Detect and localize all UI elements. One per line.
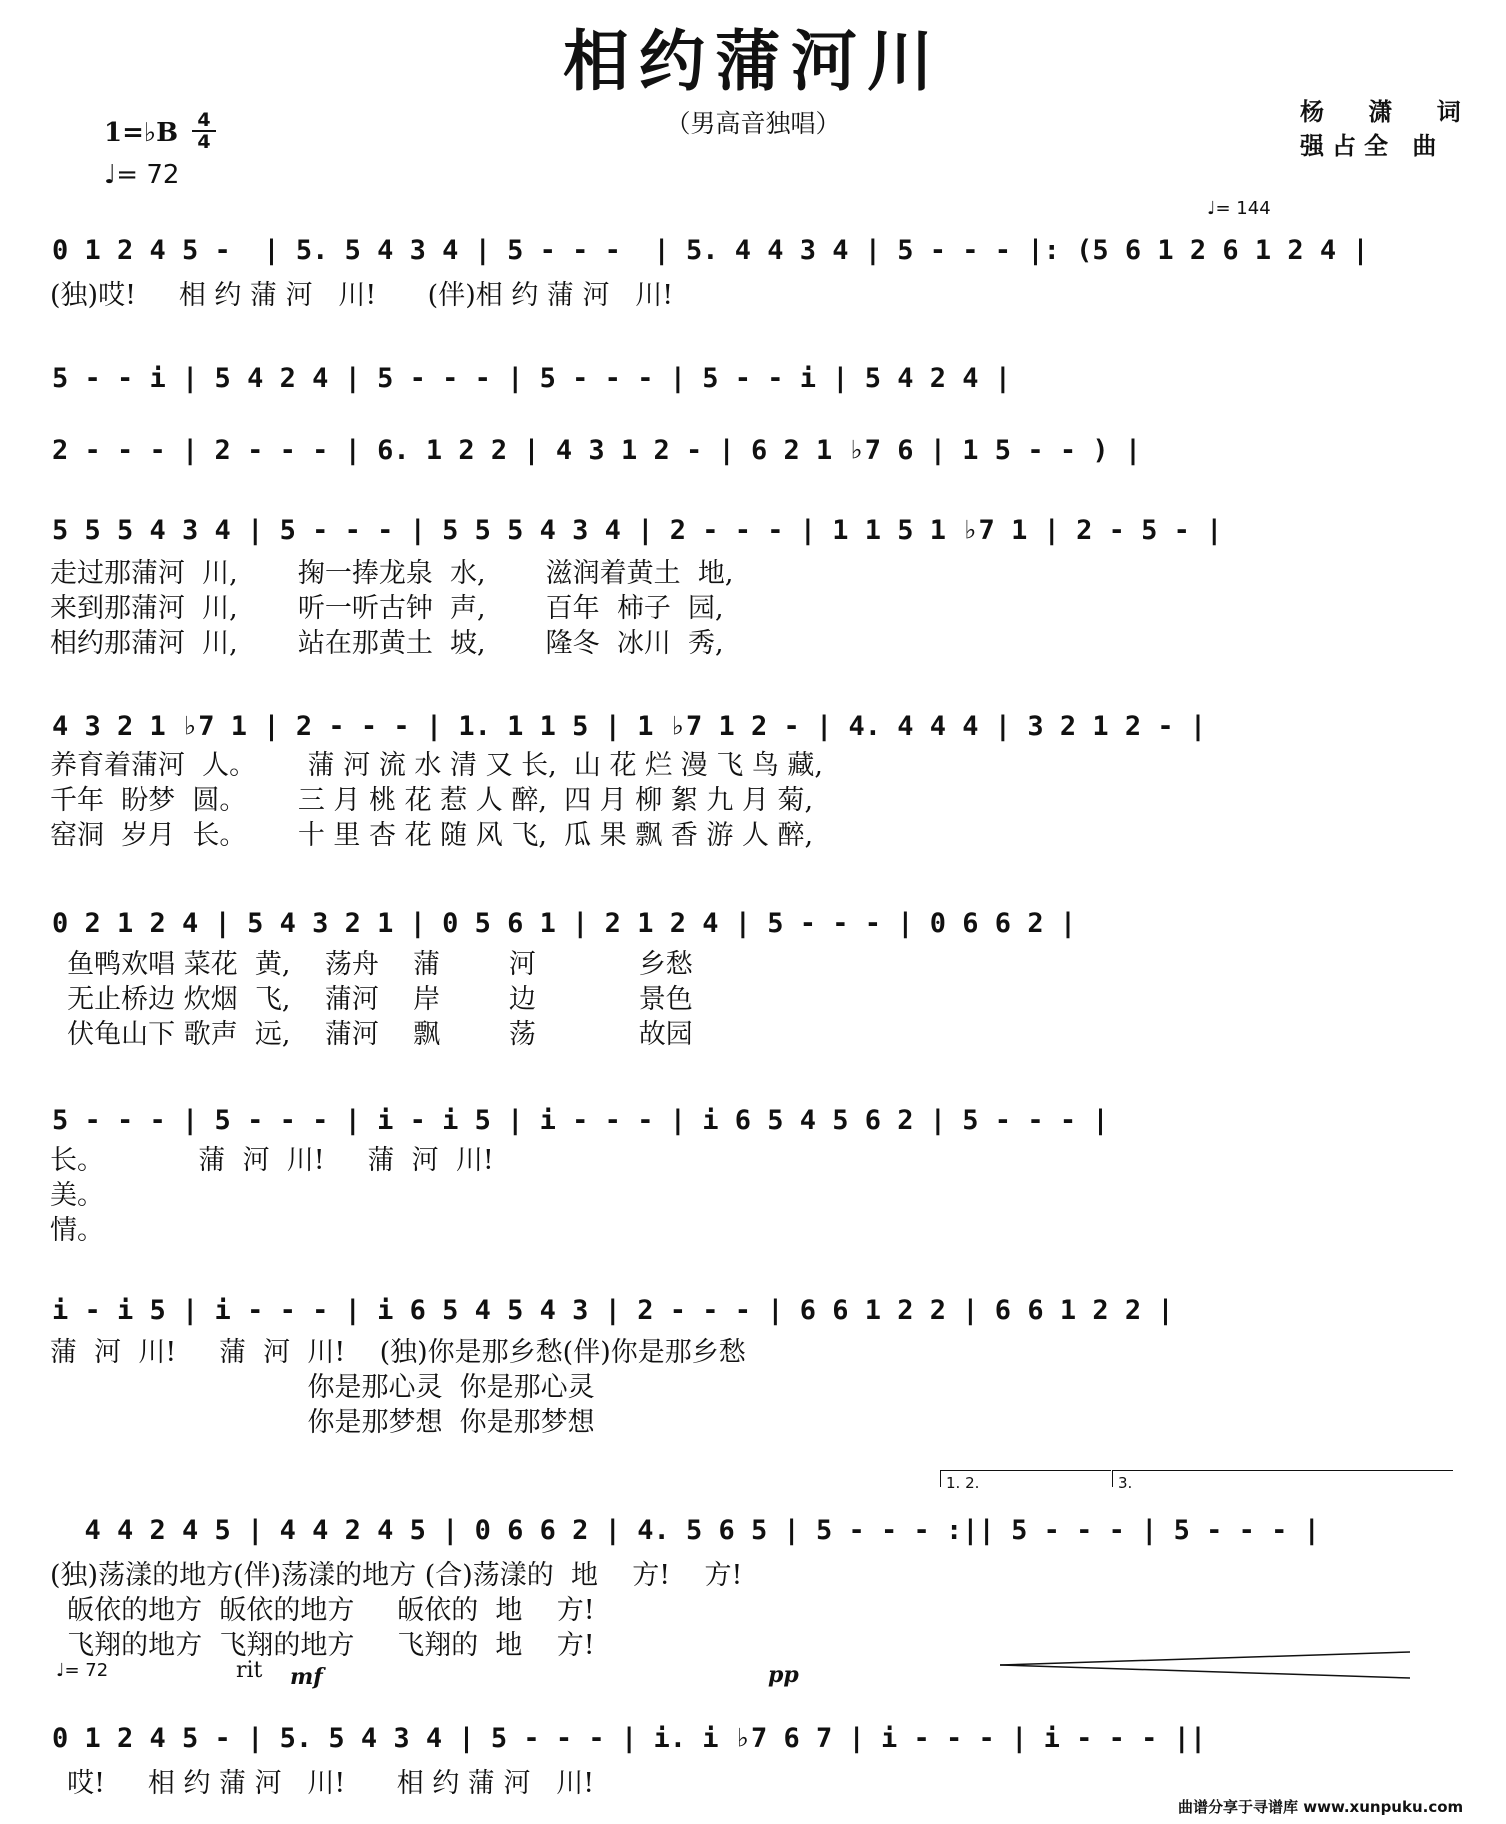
decrescendo-hairpin-icon [1000, 1650, 1420, 1680]
tempo-end: ♩= 72 [56, 1660, 109, 1681]
lyric-line: 你是那梦想 你是那梦想 [50, 1407, 595, 1438]
meter-bottom: 4 [197, 131, 211, 153]
lyricist-credit: 杨 潇 词 [1300, 97, 1479, 126]
lyric-line: 蒲 河 川! 蒲 河 川! (独)你是那乡愁(伴)你是那乡愁 [50, 1337, 746, 1368]
lyric-line: 来到那蒲河 川, 听一听古钟 声, 百年 柿子 园, [50, 593, 724, 624]
notation-line: i - i 5 | i - - - | i 6 5 4 5 4 3 | 2 - - - | 6 6 1 2 2 | 6 6 1 2 2 | [52, 1295, 1174, 1326]
lyric-line: 相约那蒲河 川, 站在那黄土 坡, 隆冬 冰川 秀, [50, 628, 724, 659]
song-title: 相约蒲河川 [563, 22, 943, 100]
notation-line: 5 - - - | 5 - - - | i - i 5 | i - - - | i 6 5 4 5 6 2 | 5 - - - | [52, 1105, 1109, 1136]
notation-line: 4 4 2 4 5 | 4 4 2 4 5 | 0 6 6 2 | 4. 5 6 5 | 5 - - - :|| 5 - - - | 5 - - - | [52, 1515, 1320, 1546]
lyric-line: 哎! 相 约 蒲 河 川! 相 约 蒲 河 川! [50, 1768, 595, 1799]
lyric-line: 走过那蒲河 川, 掬一捧龙泉 水, 滋润着黄土 地, [50, 558, 734, 589]
notation-line: 0 2 1 2 4 | 5 4 3 2 1 | 0 5 6 1 | 2 1 2 4 | 5 - - - | 0 6 6 2 | [52, 908, 1077, 939]
lyric-line: 千年 盼梦 圆。 三 月 桃 花 惹 人 醉, 四 月 柳 絮 九 月 菊, [50, 785, 814, 816]
lyric-line: 飞翔的地方 飞翔的地方 飞翔的 地 方! [50, 1630, 595, 1661]
tempo-start: ♩= 72 [104, 160, 180, 190]
dynamic-pp: pp [768, 1662, 799, 1688]
meter-top: 4 [192, 110, 216, 132]
song-subtitle: （男高音独唱） [665, 109, 841, 138]
lyric-line: 美。 [50, 1180, 104, 1211]
lyric-line: 窑洞 岁月 长。 十 里 杏 花 随 风 飞, 瓜 果 飘 香 游 人 醉, [50, 820, 814, 851]
notation-line: 4 3 2 1 ♭7 1 | 2 - - - | 1. 1 1 5 | 1 ♭7 1 2 - | 4. 4 4 4 | 3 2 1 2 - | [52, 711, 1207, 742]
notation-line: 0 1 2 4 5 - | 5. 5 4 3 4 | 5 - - - | i. i ♭7 6 7 | i - - - | i - - - || [52, 1723, 1207, 1754]
time-signature [192, 110, 216, 152]
dynamic-mf: mf [290, 1664, 323, 1690]
footer-credit: 曲谱分享于寻谱库 www.xunpuku.com [1178, 1798, 1464, 1816]
volta-bracket-3 [1112, 1470, 1453, 1487]
lyric-line: 养育着蒲河 人。 蒲 河 流 水 清 又 长, 山 花 烂 漫 飞 鸟 藏, [50, 750, 823, 781]
volta-label-first: 1. 2. [946, 1474, 980, 1492]
tempo-fast: ♩= 144 [1207, 198, 1271, 219]
ritardando-mark: rit [236, 1658, 263, 1683]
composer-credit: 强占全 曲 [1300, 131, 1445, 160]
lyric-line: 情。 [50, 1215, 104, 1246]
lyric-line: (独)哎! 相 约 蒲 河 川! (伴)相 约 蒲 河 川! [50, 280, 674, 311]
volta-label-third: 3. [1118, 1474, 1133, 1492]
notation-line: 5 - - i | 5 4 2 4 | 5 - - - | 5 - - - | 5 - - i | 5 4 2 4 | [52, 363, 1012, 394]
lyric-line: (独)荡漾的地方(伴)荡漾的地方 (合)荡漾的 地 方! 方! [50, 1560, 743, 1591]
lyric-line: 鱼鸭欢唱 菜花 黄, 荡舟 蒲 河 乡愁 [50, 949, 693, 980]
notation-line: 5 5 5 4 3 4 | 5 - - - | 5 5 5 4 3 4 | 2 - - - | 1 1 5 1 ♭7 1 | 2 - 5 - | [52, 515, 1223, 546]
lyric-line: 皈依的地方 皈依的地方 皈依的 地 方! [50, 1595, 595, 1626]
lyric-line: 伏龟山下 歌声 远, 蒲河 飘 荡 故园 [50, 1019, 693, 1050]
notation-line: 2 - - - | 2 - - - | 6. 1 2 2 | 4 3 1 2 - | 6 2 1 ♭7 6 | 1 5 - - ) | [52, 435, 1142, 466]
notation-line: 0 1 2 4 5 - | 5. 5 4 3 4 | 5 - - - | 5. 4 4 3 4 | 5 - - - |: (5 6 1 2 6 1 2 4 | [52, 235, 1369, 266]
key-signature: 1=♭B [104, 118, 179, 148]
lyric-line: 你是那心灵 你是那心灵 [50, 1372, 595, 1403]
lyric-line: 无止桥边 炊烟 飞, 蒲河 岸 边 景色 [50, 984, 693, 1015]
lyric-line: 长。 蒲 河 川! 蒲 河 川! [50, 1145, 494, 1176]
